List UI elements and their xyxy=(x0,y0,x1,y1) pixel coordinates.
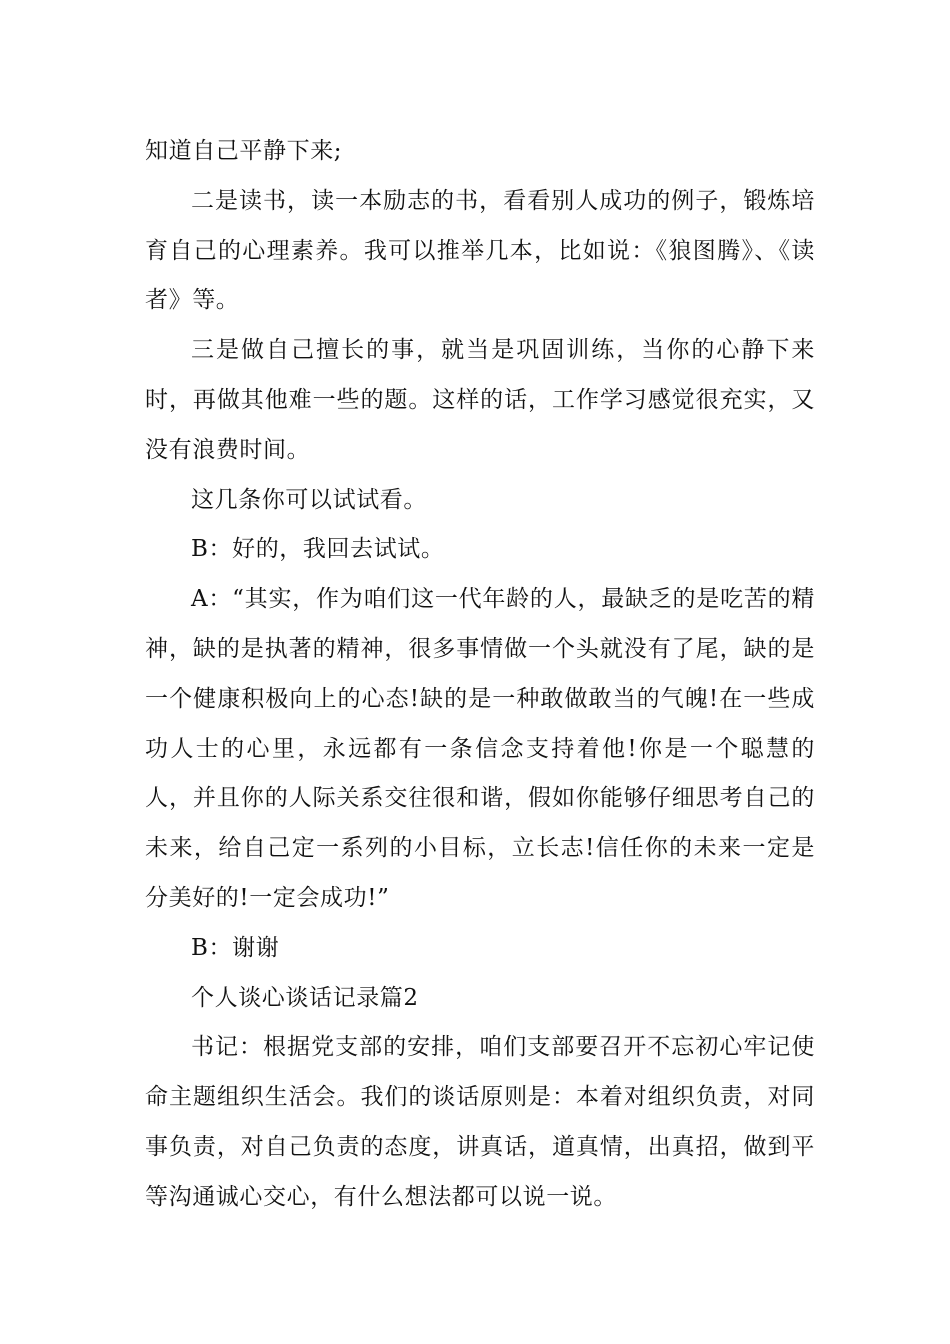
document-body xyxy=(145,127,815,1223)
paragraph-a-quote: A：“其实，作为咱们这一代年龄的人，最缺乏的是吃苦的精神，缺的是执著的精神，很多事情做一个头就没有了尾，缺的是一个健康积极向上的心态!缺的是一种敢做敢当的气魄!在一些成功人士的心里，永远都有一条信念支持着他!你是一个聪慧的人，并且你的人际关系交往很和谐，假如你能够仔细思考自己的未来，给自己定一系列的小目标，立长志!信任你的未来一定是分美好的!一定会成功!” xyxy=(145,586,815,911)
paragraph-b-reply: B：好的，我回去试试。 xyxy=(191,536,445,563)
section-heading: 个人谈心谈话记录篇2 xyxy=(191,984,419,1011)
paragraph-continuation: 知道自己平静下来; xyxy=(145,138,343,164)
paragraph-try-it: 这几条你可以试试看。 xyxy=(191,486,427,513)
paragraph-reading-advice: 二是读书，读一本励志的书，看看别人成功的例子，锻炼培育自己的心理素养。我可以推举几本，比如说：《狼图腾》、《读者》等。 xyxy=(145,187,815,314)
paragraph-secretary: 书记：根据党支部的安排，咱们支部要召开不忘初心牢记使命主题组织生活会。我们的谈话原则是：本着对组织负责，对同事负责，对自己负责的态度，讲真话，道真情，出真招，做到平等沟通诚心交心，有什么想法都可以说一说。 xyxy=(145,1034,815,1210)
paragraph-b-thanks: B：谢谢 xyxy=(191,934,280,961)
paragraph-strength-advice: 三是做自己擅长的事，就当是巩固训练，当你的心静下来时，再做其他难一些的题。这样的话，工作学习感觉很充实，又没有浪费时间。 xyxy=(145,337,815,463)
